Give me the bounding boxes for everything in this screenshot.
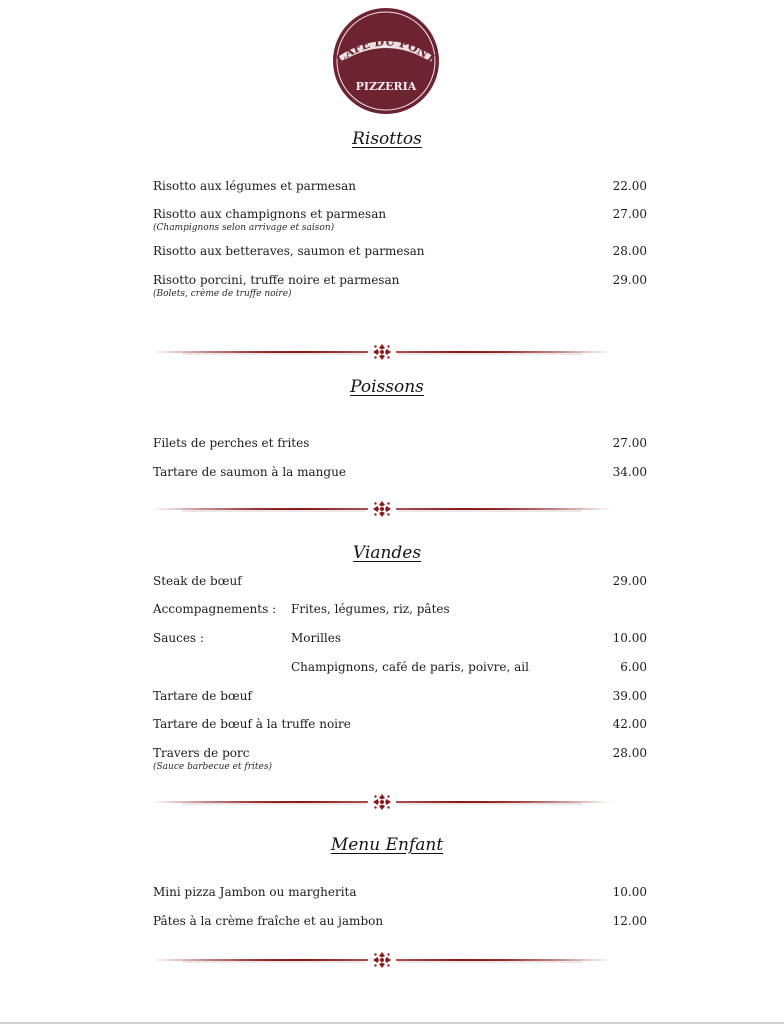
item-price: 28.00: [612, 746, 647, 760]
item-name: Risotto porcini, truffe noire et parmesan: [153, 273, 400, 287]
item-name: Tartare de saumon à la mangue: [153, 465, 346, 479]
item-price: 6.00: [620, 660, 647, 674]
item-name: Travers de porc: [153, 746, 250, 760]
item-detail: Morilles: [291, 631, 342, 645]
item-name: Steak de bœuf: [153, 574, 242, 588]
item-price: 28.00: [612, 244, 647, 258]
section-title-viandes: Viandes: [352, 543, 422, 563]
item-name: Accompagnements :: [153, 602, 277, 616]
section-title-poissons: Poissons: [350, 377, 424, 397]
item-price: 12.00: [612, 914, 647, 928]
item-name: Filets de perches et frites: [153, 436, 310, 450]
item-price: 29.00: [612, 574, 647, 588]
item-name: Sauces :: [153, 631, 204, 645]
item-price: 10.00: [612, 885, 647, 899]
item-name: Risotto aux betteraves, saumon et parmesan: [153, 244, 425, 258]
item-price: 29.00: [612, 273, 647, 287]
item-price: 27.00: [612, 436, 647, 450]
item-price: 42.00: [612, 717, 647, 731]
item-name: Tartare de bœuf à la truffe noire: [153, 717, 351, 731]
item-name: Pâtes à la crème fraîche et au jambon: [153, 914, 384, 928]
item-price: 10.00: [612, 631, 647, 645]
item-note: (Bolets, crème de truffe noire): [153, 289, 292, 299]
item-name: Risotto aux champignons et parmesan: [153, 207, 387, 221]
ornament-divider: [152, 793, 612, 811]
item-price: 34.00: [612, 465, 647, 479]
item-note: (Sauce barbecue et frites): [153, 762, 272, 772]
item-price: 39.00: [612, 689, 647, 703]
item-detail: Champignons, café de paris, poivre, ail: [291, 660, 529, 674]
item-name: Risotto aux légumes et parmesan: [153, 179, 357, 193]
ornament-divider: [152, 500, 612, 518]
logo-arc-text: CAFÉ DU PONT: [333, 34, 439, 66]
item-price: 27.00: [612, 207, 647, 221]
ornament-divider: [152, 343, 612, 361]
item-detail: Frites, légumes, riz, pâtes: [291, 602, 450, 616]
logo-sub-text: PIZZERIA: [355, 80, 417, 93]
section-title-menu-enfant: Menu Enfant: [330, 835, 444, 855]
ornament-divider: [152, 951, 612, 969]
section-title-risottos: Risottos: [352, 129, 422, 149]
item-name: Mini pizza Jambon ou margherita: [153, 885, 357, 899]
item-name: Tartare de bœuf: [153, 689, 252, 703]
item-price: 22.00: [612, 179, 647, 193]
cafe-du-pont-logo: [331, 6, 441, 116]
item-note: (Champignons selon arrivage et saison): [153, 223, 335, 233]
